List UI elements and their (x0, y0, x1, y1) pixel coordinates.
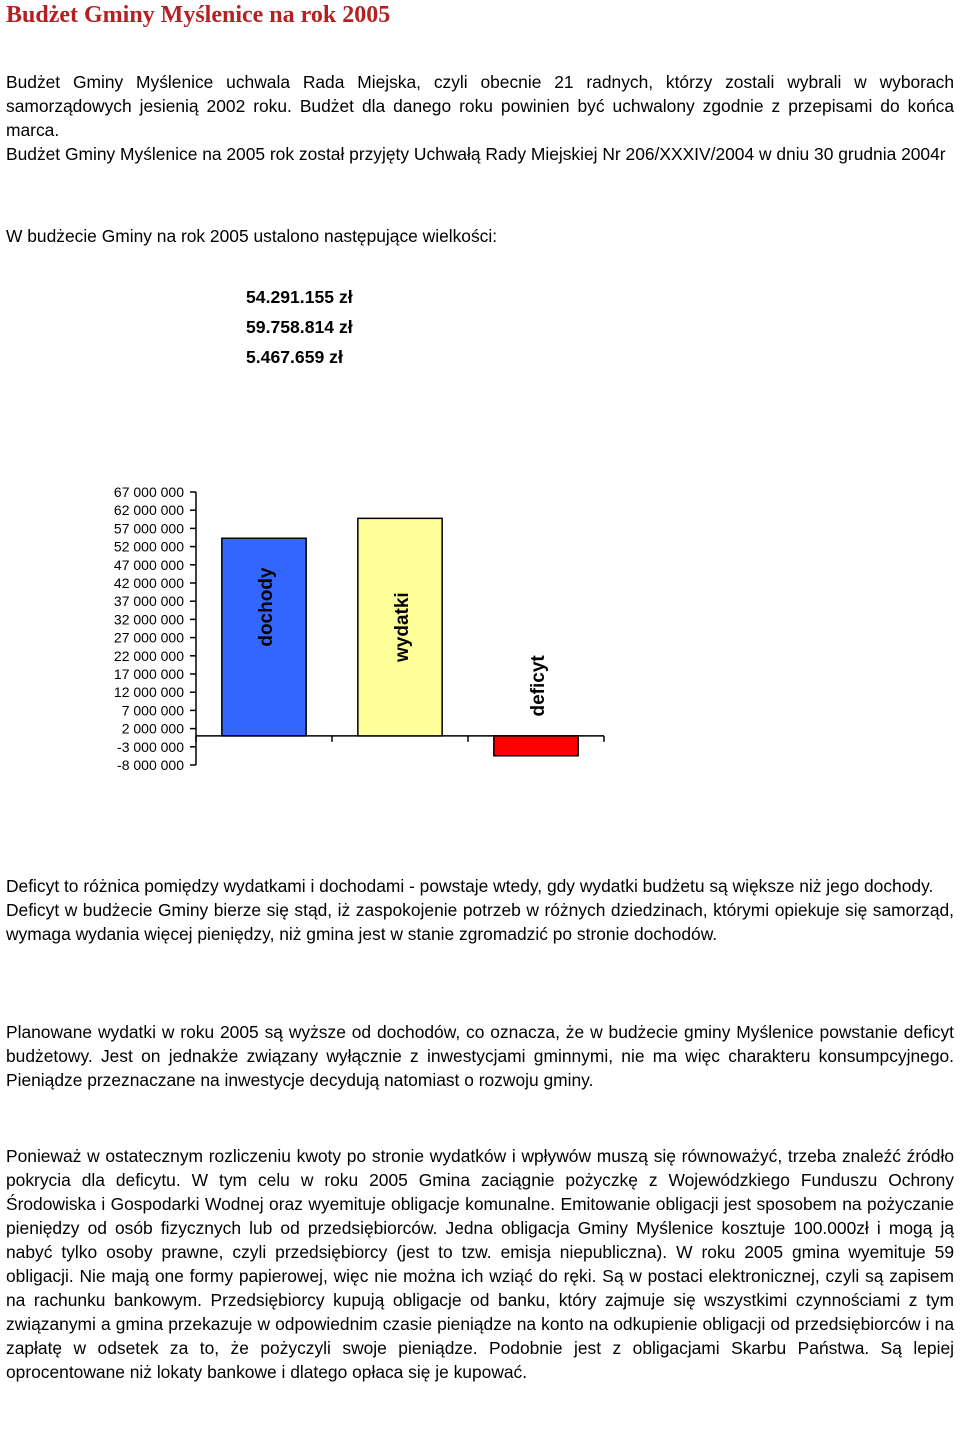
y-tick-label: 17 000 000 (113, 666, 184, 682)
summary-intro: W budżecie Gminy na rok 2005 ustalono następujące wielkości: (6, 226, 498, 246)
budget-bar-chart (0, 470, 640, 780)
planned-expenses-paragraph: Planowane wydatki w roku 2005 są wyższe od dochodów, co oznacza, że w budżecie gminy Myślenice powstanie deficyt budżetowy. Jest on jednakże związany wyłącznie z inwestycjami gminnymi, nie ma więc charakteru konsumpcyjnego. Pieniądze przeznaczane na inwestycje decydują natomiast o rozwoju gminy. (6, 1022, 954, 1090)
y-tick-label: 47 000 000 (113, 556, 184, 573)
intro-text-2: Budżet Gminy Myślenice na 2005 rok został przyjęty Uchwałą Rady Miejskiej Nr 206/XXXIV/2004 w dniu 30 grudnia 2004r (6, 144, 946, 164)
page-title: Budżet Gminy Myślenice na rok 2005 (6, 2, 391, 28)
deficit-text-2: Deficyt w budżecie Gminy bierze się stąd, iż zaspokojenie potrzeb w różnych dziedzinach, którymi opiekuje się samorząd, wymaga wydania więcej pieniędzy, niż gmina jest w stanie zgromadzić po stronie dochodów. (6, 900, 954, 944)
y-tick-label: -3 000 000 (117, 738, 184, 755)
y-tick-label: 67 000 000 (113, 484, 184, 500)
y-tick-label: 42 000 000 (113, 575, 184, 591)
intro-paragraph (6, 70, 954, 166)
bar-label-wydatki: wydatki (392, 592, 413, 662)
financing-paragraph: Ponieważ w ostatecznym rozliczeniu kwoty po stronie wydatków i wpływów muszą się równoważyć, trzeba znaleźć źródło pokrycia dla deficytu. W tym celu w roku 2005 Gmina zaciągnie pożyczkę z Wojewódzkiego Funduszu Ochrony Środowiska i Gospodarki Wodnej oraz wyemituje obligacje komunalne. Emitowanie obligacji jest sposobem na pożyczanie pieniędzy od osób fizycznych lub od przedsiębiorców. Jedna obligacja Gminy Myślenice kosztuje 100.000zł i mogą ją nabyć tylko osoby prawne, czyli przedsiębiorcy (jest to tzw. emisja niepubliczna). W roku 2005 gmina wyemituje 59 obligacji. Nie mają one formy papierowej, więc nie można ich wziąć do ręki. Są w postaci elektronicznej, czyli są zapisem na rachunku bankowym. Przedsiębiorcy kupują obligacje od banku, który zajmuje się wszystkimi czynnościami z tym związanymi a gmina przekazuje w odpowiednim czasie pieniądze na konto na odkupienie obligacji od przedsiębiorców i na zapłatę w odsetek za to, że pożyczyli swoje pieniądze. Podobnie jest z obligacjami Skarbu Państwa. Są lepiej oprocentowane niż lokaty bankowe i dlatego opłaca się je kupować. (6, 1146, 954, 1382)
y-tick-label: 37 000 000 (113, 593, 184, 610)
y-tick-label: 32 000 000 (113, 611, 184, 628)
y-tick-label: 27 000 000 (113, 629, 184, 646)
y-tick-label: 62 000 000 (113, 502, 184, 519)
y-tick-label: 12 000 000 (113, 684, 184, 701)
deficit-paragraph (6, 874, 954, 946)
y-tick-label: -8 000 000 (117, 757, 184, 773)
summary-value: 59.758.814 zł (246, 317, 353, 337)
bar-label-deficyt: deficyt (528, 655, 549, 717)
y-tick-label: 2 000 000 (121, 720, 184, 737)
y-tick-label: 22 000 000 (113, 647, 184, 664)
intro-text-1: Budżet Gminy Myślenice uchwala Rada Miejska, czyli obecnie 21 radnych, którzy zostali wybrali w wyborach samorządowych jesienią 2002 roku. Budżet dla danego roku powinien być uchwalony zgodnie z przepisami do końca marca. (6, 72, 954, 140)
summary-value: 54.291.155 zł (246, 287, 353, 307)
y-tick-label: 52 000 000 (113, 538, 184, 555)
bar-label-dochody: dochody (256, 567, 277, 647)
deficit-text-1: Deficyt to różnica pomiędzy wydatkami i dochodami - powstaje wtedy, gdy wydatki budżetu są większe niż jego dochody. (6, 876, 934, 896)
summary-value: 5.467.659 zł (246, 347, 343, 367)
bar-deficyt (494, 736, 578, 756)
y-tick-label: 57 000 000 (113, 520, 184, 537)
y-tick-label: 7 000 000 (121, 702, 184, 719)
